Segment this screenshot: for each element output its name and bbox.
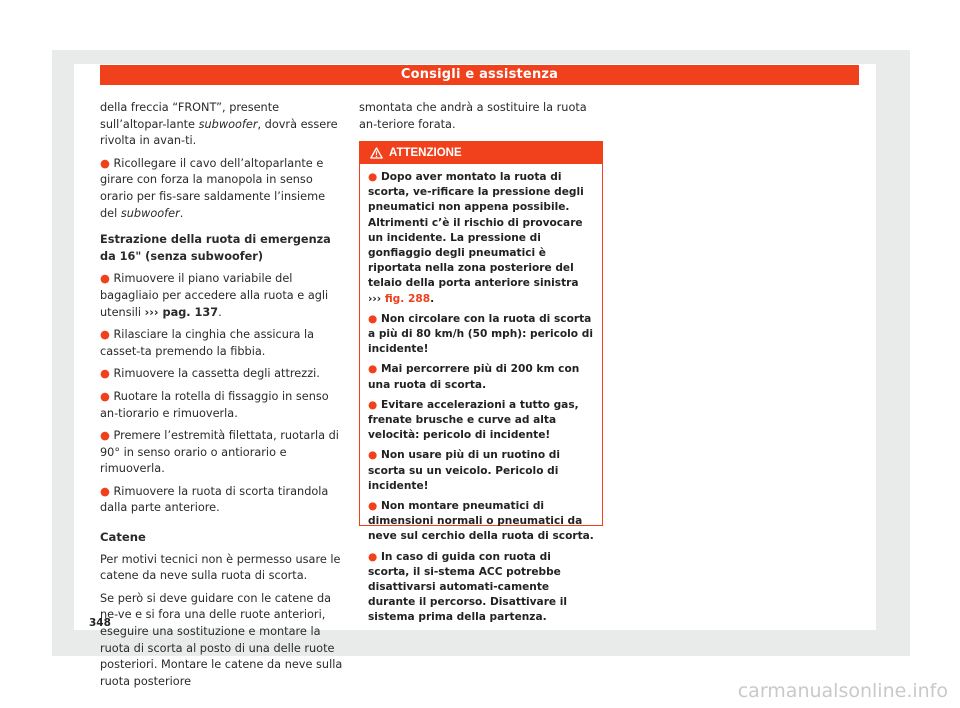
warning-item: ● Mai percorrere più di 200 km con una ruota di scorta. — [368, 363, 580, 391]
bullet-icon: ● — [100, 367, 110, 381]
list-item: ● Rimuovere la cassetta degli attrezzi. — [100, 367, 320, 381]
warning-body — [360, 164, 602, 626]
figure-reference-link[interactable]: fig. 288 — [384, 292, 431, 305]
bullet-icon: ● — [100, 389, 110, 403]
warning-header — [360, 142, 602, 164]
warning-item: ● Non montare pneumatici di dimensioni normali o pneumatici da neve sul cerchio della ruota di scorta. — [368, 500, 594, 543]
page-number: 348 — [89, 617, 111, 629]
chapter-header: Consigli e assistenza — [100, 65, 859, 85]
bullet-icon: ● — [368, 312, 378, 325]
list-item: ● Ruotare la rotella di fissaggio in senso an-tiorario e rimuoverla. — [100, 389, 329, 420]
bullet-icon: ● — [368, 363, 378, 376]
warning-item: ● Non usare più di un ruotino di scorta su un veicolo. Pericolo di incidente! — [368, 449, 561, 492]
warning-title: ATTENZIONE — [389, 147, 462, 159]
bullet-icon: ● — [368, 171, 378, 183]
bullet-icon: ● — [100, 328, 110, 342]
middle-column — [359, 100, 602, 139]
warning-item: ● In caso di guida con ruota di scorta, il si-stema ACC potrebbe disattivarsi automati-camente durante il percorso. Disattivare il sistema prima della partenza. — [368, 550, 568, 624]
page-reference-link[interactable]: ››› pag. 137 — [144, 305, 219, 319]
section-title: Catene — [100, 530, 146, 545]
warning-box — [359, 141, 603, 624]
paragraph: Per motivi tecnici non è permesso usare le catene da neve sulla ruota di scorta. — [100, 552, 341, 583]
paragraph: Se però si deve guidare con le catene da ne-ve e si fora una delle ruote anteriori, eseguire una sostituzione e montare la ruota di scorta al posto di una delle ruote posteriori. Montare le catene da neve sulla ruota posteriore — [100, 591, 343, 688]
list-item: ● Rilasciare la cinghia che assicura la casset-ta premendo la fibbia. — [100, 328, 315, 358]
paragraph: della freccia “FRONT”, presente sull’altopar-lante subwoofer, dovrà essere rivolta in avan-ti. — [100, 101, 338, 148]
list-item: ● Rimuovere la ruota di scorta tirandola dalla parte anteriore. — [100, 484, 329, 515]
subheading: Estrazione della ruota di emergenza da 16" (senza subwoofer) — [100, 233, 331, 263]
watermark: carmanualsonline.info — [737, 680, 948, 702]
bullet-icon: ● — [368, 449, 378, 462]
bullet-icon: ● — [100, 484, 110, 498]
bullet-icon: ● — [100, 156, 110, 170]
bullet-icon: ● — [100, 272, 110, 286]
left-column — [100, 100, 343, 696]
bullet-icon: ● — [368, 500, 378, 513]
list-item: ● Ricollegare il cavo dell’altoparlante e girare con forza la manopola in senso orario per fis-sare saldamente l’insieme del subwoofer. — [100, 156, 326, 220]
warning-item: ● Dopo aver montato la ruota di scorta, ve-rificare la pressione degli pneumatici non appena possibile. Altrimenti c’è il rischio di provocare un incidente. La pressione di gonfiaggio degli pneumatici è riportata nella zona posteriore del telaio della porta anteriore sinistra ››› fig. 288. — [368, 171, 584, 305]
list-item: ● Rimuovere il piano variabile del bagagliaio per accedere alla ruota e agli utensili ››› pag. 137. — [100, 272, 329, 319]
bullet-icon: ● — [368, 550, 378, 563]
warning-item: ● Non circolare con la ruota di scorta a più di 80 km/h (50 mph): pericolo di incidente! — [368, 312, 593, 356]
paragraph: smontata che andrà a sostituire la ruota an-teriore forata. — [359, 101, 587, 131]
warning-triangle-icon — [370, 147, 383, 159]
warning-item: ● Evitare accelerazioni a tutto gas, frenate brusche e curve ad alta velocità: pericolo di incidente! — [368, 398, 579, 442]
bullet-icon: ● — [368, 398, 378, 411]
bullet-icon: ● — [100, 429, 110, 443]
list-item: ● Premere l’estremità filettata, ruotarla di 90° in senso orario o antiorario e rimuoverla. — [100, 429, 339, 476]
